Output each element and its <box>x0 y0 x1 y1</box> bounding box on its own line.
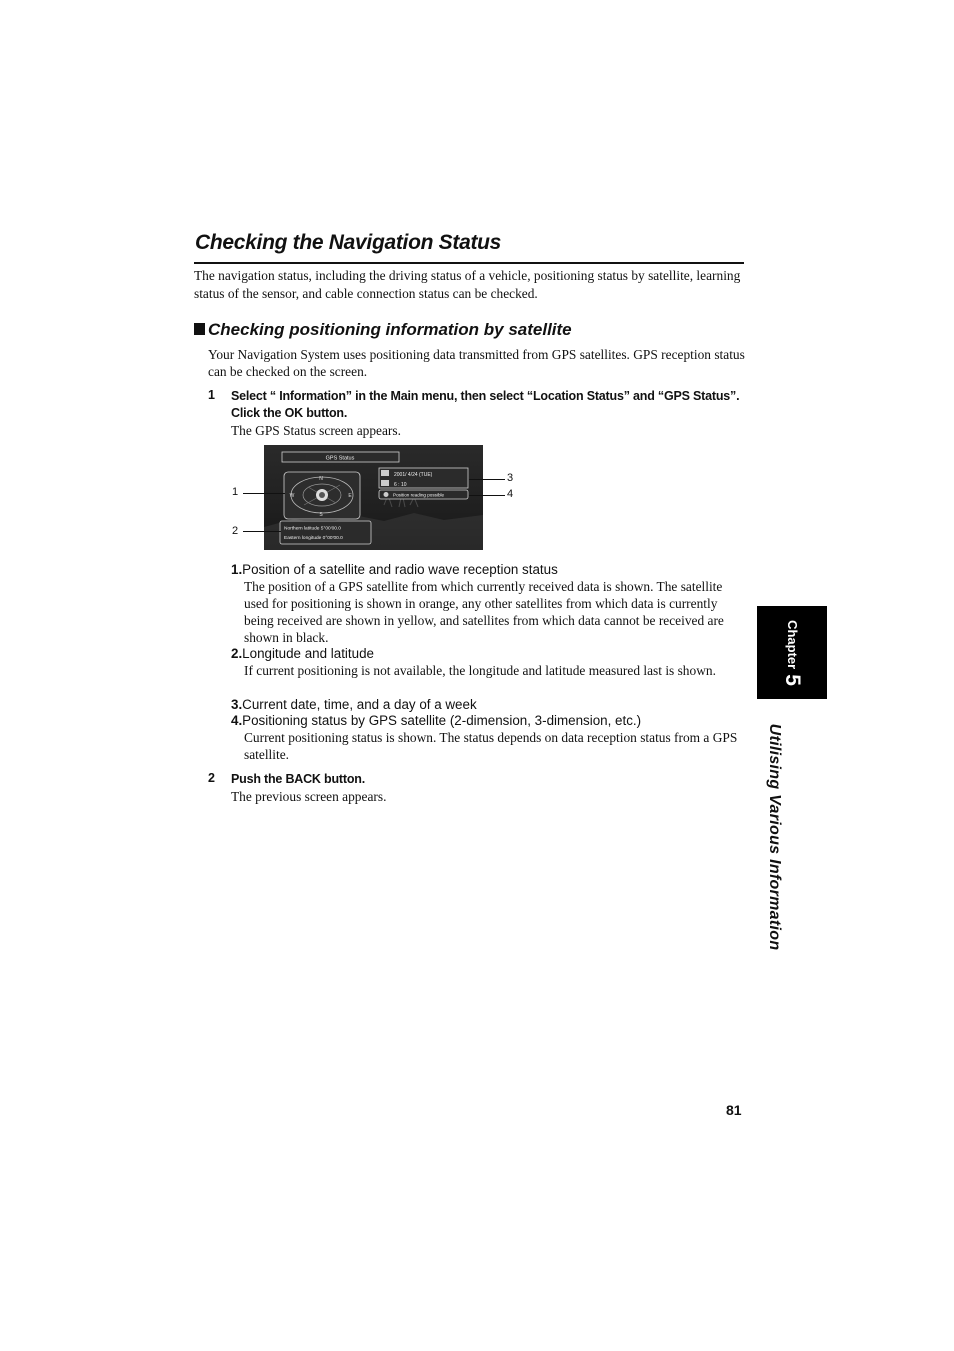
step-1-number: 1 <box>208 388 215 402</box>
callout-2-number: 2 <box>232 525 239 537</box>
page-title: Checking the Navigation Status <box>195 231 502 254</box>
gps-status-screenshot <box>264 445 483 550</box>
item-1-body: The position of a GPS satellite from which currently received data is shown. The satellite used for positioning is shown in orange, any other satellites from which data is currently being received are shown in yellow, and satellites from which data cannot be received are shown in black. <box>244 579 724 645</box>
item-3-number: 3. <box>231 697 243 712</box>
compass-n-label: N <box>319 476 323 482</box>
section-heading <box>194 320 572 340</box>
callout-1-number: 1 <box>232 486 239 498</box>
item-1-heading <box>231 561 558 578</box>
item-1-number: 1. <box>231 562 243 577</box>
step-2-number: 2 <box>208 771 215 785</box>
step-2-instruction: Push the BACK button. <box>231 772 365 786</box>
square-bullet-icon <box>194 323 205 335</box>
step-1-instruction: Select “ Information” in the Main menu, then select “Location Status” and “GPS Status”. Click the OK button. <box>231 389 740 420</box>
screen-position-status: Position reading possible <box>393 492 445 498</box>
item-4-number: 4. <box>231 713 243 728</box>
item-3-heading <box>231 696 477 713</box>
screen-date: 2001/ 4/24 (TUE) <box>394 472 433 478</box>
item-4-body: Current positioning status is shown. The status depends on data reception status from a GPS satellite. <box>244 730 738 762</box>
page-number: 81 <box>726 1102 742 1118</box>
callout-3-number: 3 <box>507 472 514 484</box>
callout-2-leader <box>243 531 281 532</box>
item-2-body: If current positioning is not available, the longitude and latitude measured last is shown. <box>244 663 716 678</box>
date-time-box <box>379 468 468 488</box>
gps-status-screen-art <box>264 445 483 550</box>
item-2-number: 2. <box>231 646 243 661</box>
screen-longitude: Eastern longitude 0°00'00.0 <box>284 536 343 541</box>
compass-s-label: S <box>319 512 323 518</box>
callout-4-leader <box>469 495 505 496</box>
compass-w-label: W <box>289 493 295 499</box>
screen-time: 6 : 10 <box>394 482 407 488</box>
step-2-result: The previous screen appears. <box>231 789 387 804</box>
screen-latitude: Northern latitude 5°00'00.0 <box>284 526 341 532</box>
callout-4-number: 4 <box>507 488 514 500</box>
chapter-label <box>757 606 827 699</box>
chapter-label-text: Chapter <box>785 619 800 669</box>
callout-1-leader <box>243 493 285 494</box>
item-2-heading-text: Longitude and latitude <box>242 646 374 661</box>
chapter-number: 5 <box>781 673 804 686</box>
chapter-title <box>757 706 791 968</box>
callout-3-leader <box>469 479 505 480</box>
step-1-result: The GPS Status screen appears. <box>231 423 401 438</box>
section-heading-text: Checking positioning information by satellite <box>208 320 572 339</box>
section-body: Your Navigation System uses positioning data transmitted from GPS satellites. GPS reception status can be checked on the screen. <box>208 347 745 379</box>
chapter-title-text: Utilising Various Information <box>766 723 783 951</box>
intro-paragraph: The navigation status, including the driving status of a vehicle, positioning status by satellite, learning status of the sensor, and cable connection status can be checked. <box>194 268 741 301</box>
item-3-heading-text: Current date, time, and a day of a week <box>242 697 477 712</box>
screen-title: GPS Status <box>325 455 355 462</box>
compass-e-label: E <box>348 493 352 499</box>
item-2-heading <box>231 645 374 662</box>
item-4-heading <box>231 712 641 729</box>
title-rule <box>194 262 744 264</box>
item-4-heading-text: Positioning status by GPS satellite (2-dimension, 3-dimension, etc.) <box>242 713 642 728</box>
item-1-heading-text: Position of a satellite and radio wave reception status <box>242 562 558 577</box>
